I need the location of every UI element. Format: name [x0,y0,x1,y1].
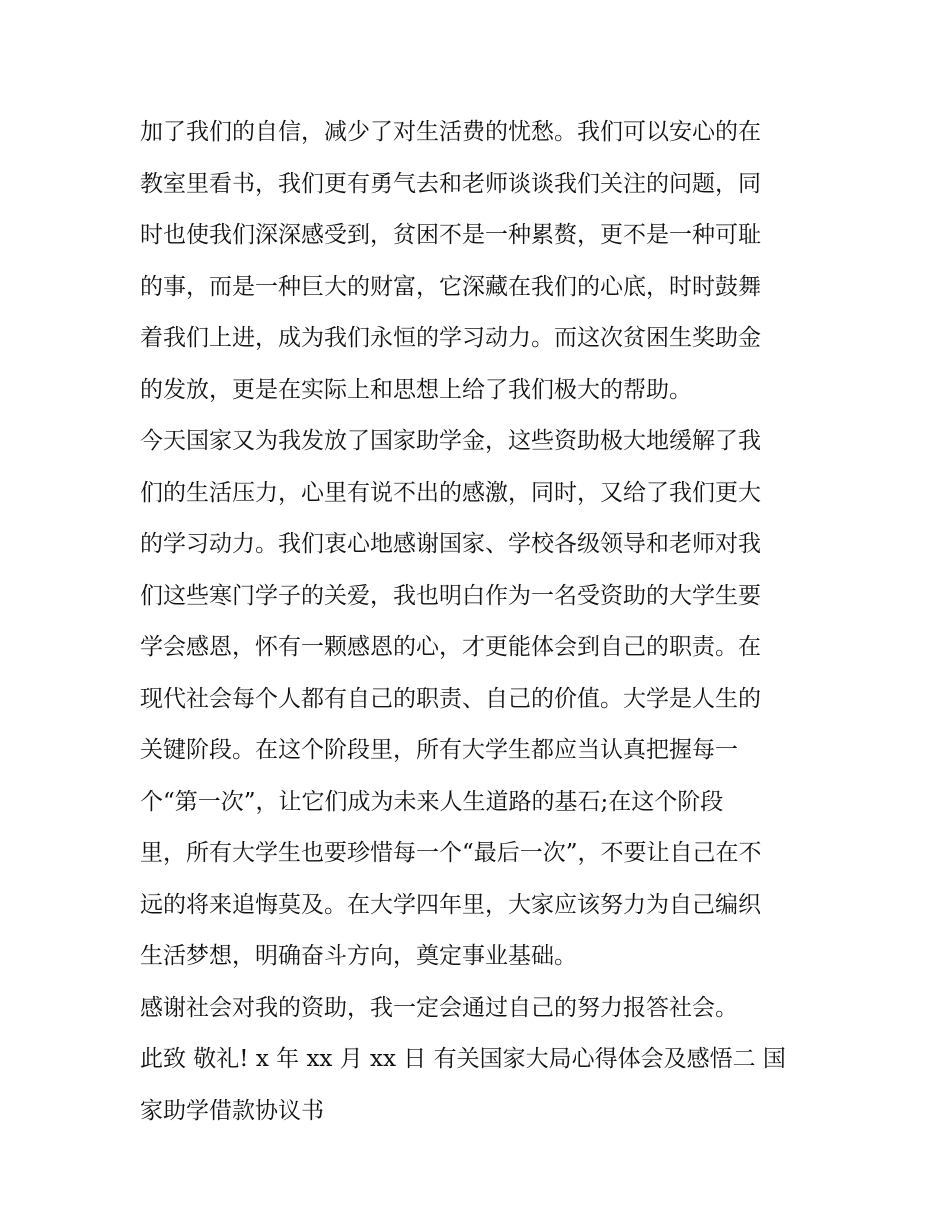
text-line: 教室里看书，我们更有勇气去和老师谈谈我们关注的问题，同 [140,170,761,197]
text-line: 着我们上进，成为我们永恒的学习动力。而这次贫困生奖助金 [140,325,761,351]
text-line: 的事，而是一种巨大的财富，它深藏在我们的心底，时时鼓舞 [140,273,761,300]
text-line: 生活梦想，明确奋斗方向，奠定事业基础。 [140,943,577,969]
text-line: 今天国家又为我发放了国家助学金，这些资助极大地缓解了我 [140,428,761,454]
text-line: 关键阶段。在这个阶段里，所有大学生都应当认真把握每一 [140,737,738,763]
text-line: 此致 敬礼! x 年 xx 月 xx 日 有关国家大局心得体会及感悟二 国 [140,1046,786,1072]
text-line: 学会感恩，怀有一颗感恩的心，才更能体会到自己的职责。在 [140,634,761,660]
text-line: 家助学借款协议书 [140,1097,324,1124]
text-line: 的发放，更是在实际上和思想上给了我们极大的帮助。 [140,376,692,403]
text-line: 们的生活压力，心里有说不出的感激，同时，又给了我们更大 [140,479,761,506]
text-line: 远的将来追悔莫及。在大学四年里，大家应该努力为自己编织 [140,891,761,918]
text-line: 们这些寒门学子的关爱，我也明白作为一名受资助的大学生要 [140,582,761,609]
text-line: 现代社会每个人都有自己的职责、自己的价值。大学是人生的 [140,685,761,712]
text-line: 里，所有大学生也要珍惜每一个“最后一次”，不要让自己在不 [140,840,762,866]
text-line: 加了我们的自信，减少了对生活费的忧愁。我们可以安心的在 [140,119,761,145]
text-line: 时也使我们深深感受到，贫困不是一种累赘，更不是一种可耻 [140,222,761,248]
text-line: 个“第一次”，让它们成为未来人生道路的基石;在这个阶段 [140,788,724,815]
text-line: 的学习动力。我们衷心地感谢国家、学校各级领导和老师对我 [140,531,761,557]
text-line: 感谢社会对我的资助，我一定会通过自己的努力报答社会。 [140,994,738,1021]
body-text [140,107,830,1137]
